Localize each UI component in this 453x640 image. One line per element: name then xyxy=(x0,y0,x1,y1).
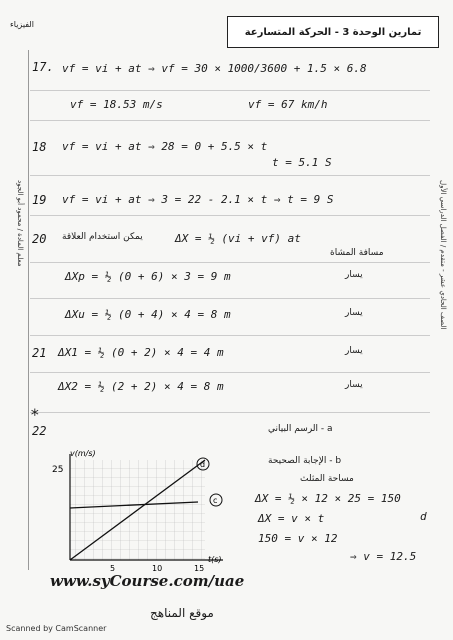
ruled-line xyxy=(30,120,430,121)
x-tick-5: 5 xyxy=(110,564,116,573)
q21-a-equation: ΔX1 = ½ (0 + 2) × 4 = 4 m xyxy=(58,346,224,359)
q17-result-kmh: vf = 67 km/h xyxy=(248,98,328,111)
ruled-line xyxy=(30,175,430,176)
q20-u-equation: ΔXu = ½ (0 + 4) × 4 = 8 m xyxy=(65,308,231,321)
q20-note-2: مسافة المشاة xyxy=(330,248,384,258)
q18-number: 18 xyxy=(32,140,47,154)
y-axis-label: v(m/s) xyxy=(70,450,96,458)
q20-note: يمكن استخدام العلاقة xyxy=(62,232,143,242)
y-tick-25: 25 xyxy=(52,465,64,475)
q20-p-label: يسار xyxy=(345,270,363,280)
q20-p-equation: ΔXp = ½ (0 + 6) × 3 = 9 m xyxy=(65,270,231,283)
ruled-line xyxy=(30,298,430,299)
q22-part-b: b - الإجابة الصحيحة xyxy=(268,456,342,466)
ruled-line xyxy=(30,262,430,263)
q22-part-a: a - الرسم البياني xyxy=(268,424,333,434)
label-c: c xyxy=(213,496,218,505)
subject-label: الفيزياء xyxy=(10,20,34,29)
ruled-line xyxy=(30,90,430,91)
q17-result-ms: vf = 18.53 m/s xyxy=(70,98,163,111)
q20-u-label: يسار xyxy=(345,308,363,318)
q20-number: 20 xyxy=(32,232,47,246)
label-d: d xyxy=(200,460,206,469)
ruled-line xyxy=(30,412,430,413)
star-mark: * xyxy=(30,405,40,424)
q17-equation: vf = vi + at ⇒ vf = 30 × 1000/3600 + 1.5 × 6.8 xyxy=(62,62,367,75)
q22-distance-equation: ΔX = v × t xyxy=(258,512,325,525)
footer-url: www.syCourse.com/uae xyxy=(50,572,245,590)
q17-number: 17. xyxy=(32,60,54,74)
x-tick-10: 10 xyxy=(152,564,163,573)
margin-line xyxy=(28,50,29,570)
x-tick-15: 15 xyxy=(194,564,205,573)
q22-d-mark: d xyxy=(420,510,427,523)
teacher-margin-text: معلم المادة / محمود أبو الجود xyxy=(16,180,24,267)
q18-result: t = 5.1 S xyxy=(272,156,332,169)
ruled-line xyxy=(30,335,430,336)
q22-answer: ⇒ v = 12.5 xyxy=(350,550,417,563)
q20-equation: ΔX = ½ (vi + vf) at xyxy=(175,232,301,245)
q21-a-label: يسار xyxy=(345,346,363,356)
q19-number: 19 xyxy=(32,193,47,207)
grade-margin-text: الصف الحادي عشر - متقدم / الفصل الدراسي الأول xyxy=(439,180,447,330)
x-axis-label: t(s) xyxy=(208,555,222,564)
q19-equation: vf = vi + at ⇒ 3 = 22 - 2.1 × t ⇒ t = 9 S xyxy=(62,193,334,206)
q22-number: 22 xyxy=(32,424,47,438)
q22-triangle-area: مساحة المثلث xyxy=(300,474,354,484)
ruled-line xyxy=(30,372,430,373)
velocity-time-graph xyxy=(48,450,248,575)
ruled-line xyxy=(30,215,430,216)
q21-b-equation: ΔX2 = ½ (2 + 2) × 4 = 8 m xyxy=(58,380,224,393)
q18-equation: vf = vi + at ⇒ 28 = 0 + 5.5 × t xyxy=(62,140,268,153)
page-title: تمارين الوحدة 3 - الحركة المتسارعة xyxy=(227,16,439,48)
q21-b-label: يسار xyxy=(345,380,363,390)
q22-area-equation: ΔX = ½ × 12 × 25 = 150 xyxy=(255,492,401,505)
footer-site-name: موقع المناهج xyxy=(150,606,214,620)
q22-substitution: 150 = v × 12 xyxy=(258,532,338,545)
q21-number: 21 xyxy=(32,346,47,360)
scanner-watermark: Scanned by CamScanner xyxy=(6,624,107,633)
